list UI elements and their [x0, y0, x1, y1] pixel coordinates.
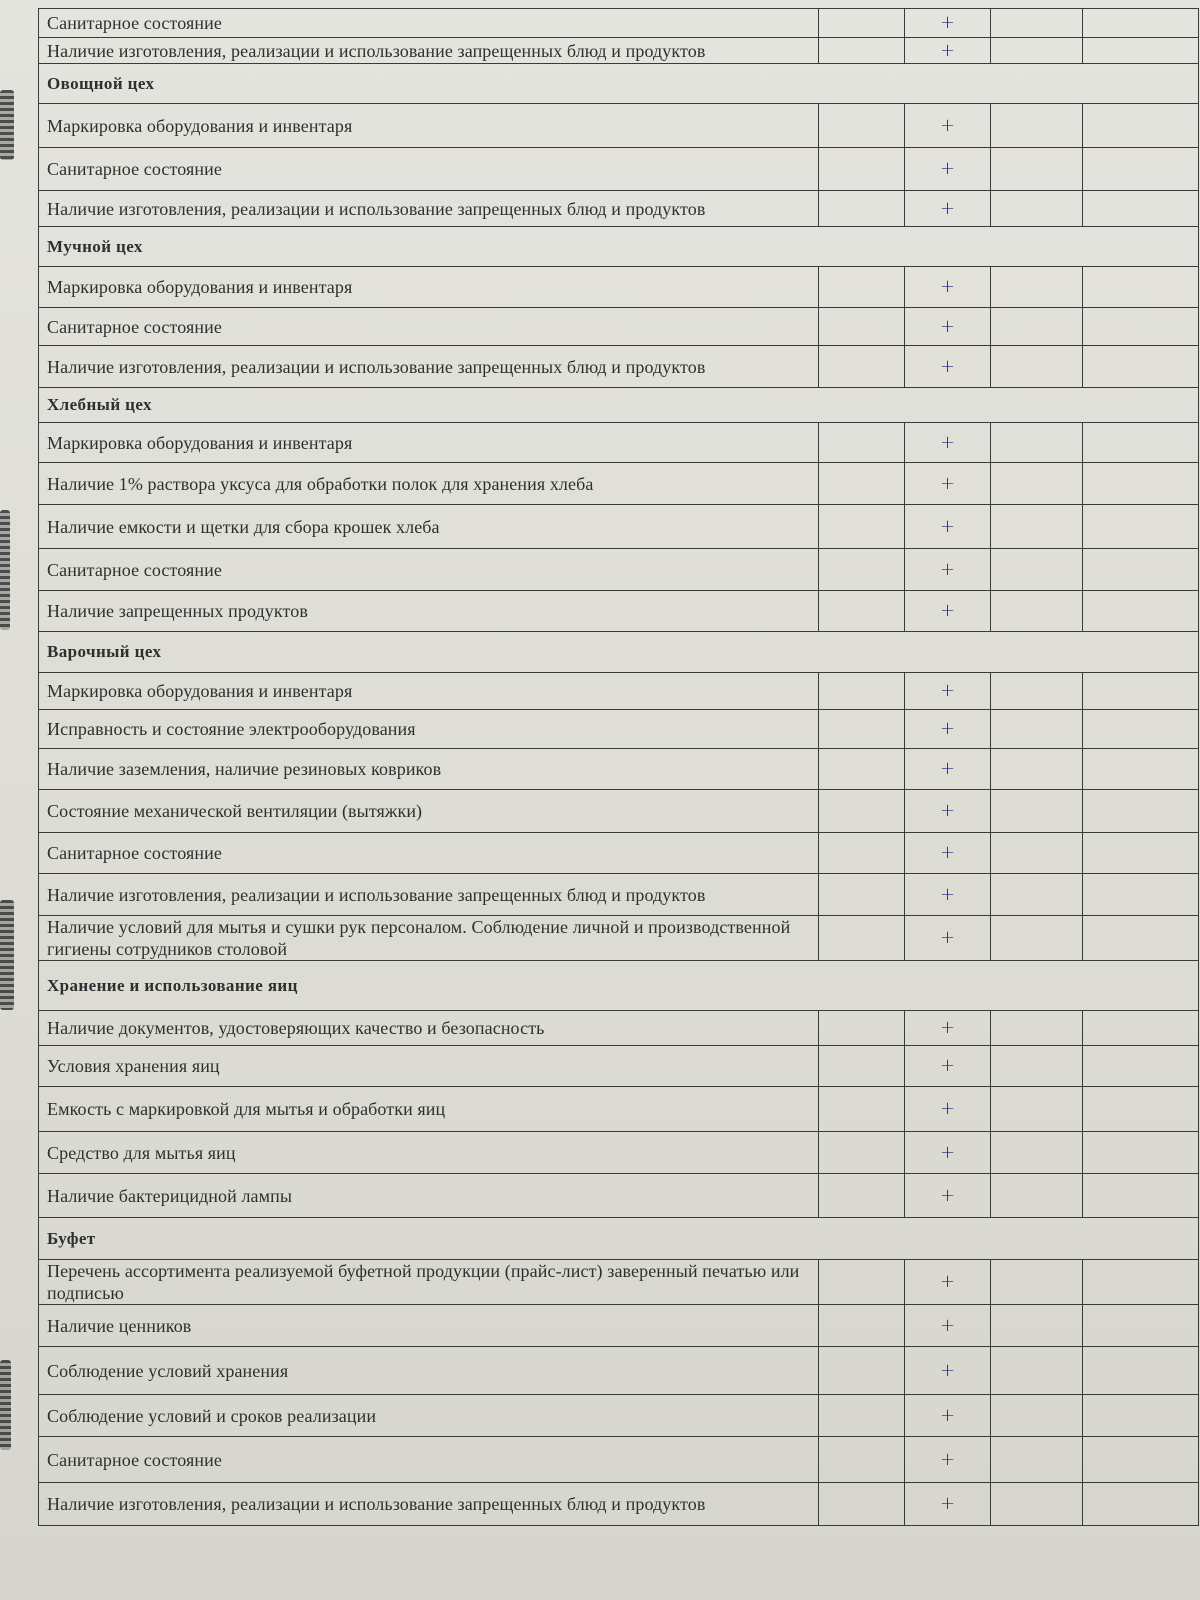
compliance-mark: +	[905, 790, 991, 833]
compliance-mark: +	[905, 749, 991, 790]
empty-cell	[1083, 1347, 1199, 1395]
empty-cell	[991, 38, 1083, 64]
checklist-row	[39, 423, 1199, 463]
empty-cell	[819, 1046, 905, 1087]
criterion-label: Маркировка оборудования и инвентаря	[39, 673, 819, 710]
checklist-row	[39, 1260, 1199, 1305]
empty-cell	[991, 1483, 1083, 1526]
empty-cell	[819, 267, 905, 308]
empty-cell	[991, 308, 1083, 346]
criterion-label: Наличие документов, удостоверяющих качество и безопасность	[39, 1011, 819, 1046]
compliance-mark: +	[905, 710, 991, 749]
criterion-label: Наличие ценников	[39, 1305, 819, 1347]
checklist-row	[39, 463, 1199, 505]
empty-cell	[819, 104, 905, 148]
empty-cell	[1083, 833, 1199, 874]
checklist-row	[39, 1132, 1199, 1174]
empty-cell	[1083, 148, 1199, 191]
empty-cell	[1083, 346, 1199, 388]
empty-cell	[1083, 1011, 1199, 1046]
empty-cell	[991, 549, 1083, 591]
checklist-row	[39, 104, 1199, 148]
criterion-label: Наличие бактерицидной лампы	[39, 1174, 819, 1218]
empty-cell	[1083, 549, 1199, 591]
criterion-label: Наличие условий для мытья и сушки рук персоналом. Соблюдение личной и производственной гигиены сотрудников столовой	[39, 916, 819, 961]
empty-cell	[819, 1305, 905, 1347]
empty-cell	[819, 1395, 905, 1437]
empty-cell	[1083, 267, 1199, 308]
checklist-row	[39, 308, 1199, 346]
checklist-row	[39, 9, 1199, 38]
compliance-mark: +	[905, 1011, 991, 1046]
empty-cell	[991, 1087, 1083, 1132]
empty-cell	[1083, 104, 1199, 148]
inspection-checklist-table	[38, 8, 1199, 1526]
empty-cell	[819, 463, 905, 505]
checklist-row	[39, 1305, 1199, 1347]
checklist-row	[39, 1087, 1199, 1132]
empty-cell	[991, 463, 1083, 505]
empty-cell	[819, 591, 905, 632]
empty-cell	[819, 423, 905, 463]
empty-cell	[991, 1046, 1083, 1087]
empty-cell	[1083, 1087, 1199, 1132]
section-header-row	[39, 388, 1199, 423]
empty-cell	[991, 790, 1083, 833]
criterion-label: Наличие изготовления, реализации и использование запрещенных блюд и продуктов	[39, 38, 819, 64]
checklist-row	[39, 1011, 1199, 1046]
empty-cell	[819, 148, 905, 191]
empty-cell	[819, 1174, 905, 1218]
empty-cell	[819, 1260, 905, 1305]
compliance-mark: +	[905, 1132, 991, 1174]
criterion-label: Наличие запрещенных продуктов	[39, 591, 819, 632]
criterion-label: Санитарное состояние	[39, 833, 819, 874]
empty-cell	[991, 1437, 1083, 1483]
compliance-mark: +	[905, 9, 991, 38]
compliance-mark: +	[905, 423, 991, 463]
empty-cell	[819, 1132, 905, 1174]
checklist-row	[39, 191, 1199, 227]
empty-cell	[991, 749, 1083, 790]
empty-cell	[819, 790, 905, 833]
checklist-row	[39, 1174, 1199, 1218]
compliance-mark: +	[905, 38, 991, 64]
compliance-mark: +	[905, 1260, 991, 1305]
checklist-row	[39, 710, 1199, 749]
empty-cell	[819, 1087, 905, 1132]
criterion-label: Маркировка оборудования и инвентаря	[39, 104, 819, 148]
compliance-mark: +	[905, 916, 991, 961]
empty-cell	[1083, 916, 1199, 961]
empty-cell	[991, 1174, 1083, 1218]
empty-cell	[1083, 1395, 1199, 1437]
compliance-mark: +	[905, 191, 991, 227]
compliance-mark: +	[905, 308, 991, 346]
empty-cell	[1083, 673, 1199, 710]
checklist-row	[39, 1395, 1199, 1437]
empty-cell	[819, 9, 905, 38]
section-title: Хлебный цех	[39, 388, 1199, 423]
section-title: Хранение и использование яиц	[39, 961, 1199, 1011]
empty-cell	[1083, 463, 1199, 505]
compliance-mark: +	[905, 1046, 991, 1087]
empty-cell	[1083, 710, 1199, 749]
criterion-label: Наличие заземления, наличие резиновых ковриков	[39, 749, 819, 790]
empty-cell	[991, 267, 1083, 308]
checklist-row	[39, 916, 1199, 961]
empty-cell	[991, 148, 1083, 191]
empty-cell	[1083, 1437, 1199, 1483]
criterion-label: Наличие изготовления, реализации и использование запрещенных блюд и продуктов	[39, 1483, 819, 1526]
compliance-mark: +	[905, 346, 991, 388]
empty-cell	[1083, 1305, 1199, 1347]
compliance-mark: +	[905, 549, 991, 591]
empty-cell	[819, 549, 905, 591]
compliance-mark: +	[905, 833, 991, 874]
checklist-row	[39, 148, 1199, 191]
criterion-label: Средство для мытья яиц	[39, 1132, 819, 1174]
empty-cell	[819, 874, 905, 916]
criterion-label: Исправность и состояние электрооборудования	[39, 710, 819, 749]
empty-cell	[1083, 874, 1199, 916]
empty-cell	[819, 749, 905, 790]
criterion-label: Санитарное состояние	[39, 1437, 819, 1483]
criterion-label: Санитарное состояние	[39, 148, 819, 191]
compliance-mark: +	[905, 463, 991, 505]
empty-cell	[991, 1347, 1083, 1395]
empty-cell	[1083, 1174, 1199, 1218]
criterion-label: Санитарное состояние	[39, 549, 819, 591]
binding-smudge	[0, 900, 14, 1010]
criterion-label: Условия хранения яиц	[39, 1046, 819, 1087]
compliance-mark: +	[905, 1395, 991, 1437]
empty-cell	[1083, 790, 1199, 833]
compliance-mark: +	[905, 148, 991, 191]
empty-cell	[991, 833, 1083, 874]
compliance-mark: +	[905, 1305, 991, 1347]
empty-cell	[819, 191, 905, 227]
checklist-row	[39, 874, 1199, 916]
section-header-row	[39, 227, 1199, 267]
empty-cell	[991, 1011, 1083, 1046]
empty-cell	[1083, 1483, 1199, 1526]
criterion-label: Наличие изготовления, реализации и использование запрещенных блюд и продуктов	[39, 191, 819, 227]
empty-cell	[819, 916, 905, 961]
checklist-row	[39, 790, 1199, 833]
empty-cell	[819, 833, 905, 874]
empty-cell	[819, 1483, 905, 1526]
checklist-row	[39, 749, 1199, 790]
checklist-row	[39, 673, 1199, 710]
empty-cell	[991, 874, 1083, 916]
compliance-mark: +	[905, 104, 991, 148]
empty-cell	[1083, 1260, 1199, 1305]
compliance-mark: +	[905, 1174, 991, 1218]
criterion-label: Наличие 1% раствора уксуса для обработки полок для хранения хлеба	[39, 463, 819, 505]
empty-cell	[819, 1347, 905, 1395]
compliance-mark: +	[905, 505, 991, 549]
criterion-label: Маркировка оборудования и инвентаря	[39, 267, 819, 308]
empty-cell	[1083, 505, 1199, 549]
checklist-row	[39, 346, 1199, 388]
criterion-label: Наличие емкости и щетки для сбора крошек хлеба	[39, 505, 819, 549]
checklist-row	[39, 1437, 1199, 1483]
empty-cell	[991, 346, 1083, 388]
empty-cell	[1083, 9, 1199, 38]
empty-cell	[819, 673, 905, 710]
section-header-row	[39, 961, 1199, 1011]
empty-cell	[991, 1395, 1083, 1437]
criterion-label: Состояние механической вентиляции (вытяжки)	[39, 790, 819, 833]
empty-cell	[991, 673, 1083, 710]
compliance-mark: +	[905, 267, 991, 308]
compliance-mark: +	[905, 1087, 991, 1132]
criterion-label: Наличие изготовления, реализации и использование запрещенных блюд и продуктов	[39, 346, 819, 388]
criterion-label: Перечень ассортимента реализуемой буфетной продукции (прайс-лист) заверенный печатью или подписью	[39, 1260, 819, 1305]
empty-cell	[991, 916, 1083, 961]
criterion-label: Соблюдение условий хранения	[39, 1347, 819, 1395]
empty-cell	[1083, 1132, 1199, 1174]
criterion-label: Емкость с маркировкой для мытья и обработки яиц	[39, 1087, 819, 1132]
empty-cell	[991, 591, 1083, 632]
empty-cell	[819, 308, 905, 346]
section-title: Овощной цех	[39, 64, 1199, 104]
empty-cell	[991, 1305, 1083, 1347]
section-title: Мучной цех	[39, 227, 1199, 267]
section-header-row	[39, 632, 1199, 673]
empty-cell	[1083, 308, 1199, 346]
binding-smudge	[0, 510, 10, 630]
criterion-label: Соблюдение условий и сроков реализации	[39, 1395, 819, 1437]
empty-cell	[1083, 191, 1199, 227]
empty-cell	[991, 505, 1083, 549]
empty-cell	[991, 710, 1083, 749]
checklist-row	[39, 267, 1199, 308]
empty-cell	[819, 1011, 905, 1046]
binding-smudge	[0, 1360, 11, 1450]
section-title: Буфет	[39, 1218, 1199, 1260]
empty-cell	[991, 423, 1083, 463]
empty-cell	[819, 1437, 905, 1483]
binding-smudge	[0, 90, 14, 160]
criterion-label: Маркировка оборудования и инвентаря	[39, 423, 819, 463]
empty-cell	[991, 191, 1083, 227]
criterion-label: Наличие изготовления, реализации и использование запрещенных блюд и продуктов	[39, 874, 819, 916]
checklist-row	[39, 591, 1199, 632]
empty-cell	[991, 1260, 1083, 1305]
empty-cell	[1083, 423, 1199, 463]
compliance-mark: +	[905, 1483, 991, 1526]
empty-cell	[991, 1132, 1083, 1174]
empty-cell	[1083, 591, 1199, 632]
section-header-row	[39, 1218, 1199, 1260]
checklist-row	[39, 1046, 1199, 1087]
compliance-mark: +	[905, 591, 991, 632]
checklist-row	[39, 505, 1199, 549]
compliance-mark: +	[905, 673, 991, 710]
checklist-row	[39, 38, 1199, 64]
checklist-row	[39, 549, 1199, 591]
empty-cell	[991, 9, 1083, 38]
empty-cell	[819, 505, 905, 549]
checklist-row	[39, 1347, 1199, 1395]
compliance-mark: +	[905, 1437, 991, 1483]
empty-cell	[1083, 749, 1199, 790]
empty-cell	[1083, 38, 1199, 64]
compliance-mark: +	[905, 1347, 991, 1395]
checklist-row	[39, 1483, 1199, 1526]
empty-cell	[819, 346, 905, 388]
checklist-row	[39, 833, 1199, 874]
criterion-label: Санитарное состояние	[39, 9, 819, 38]
empty-cell	[819, 710, 905, 749]
section-header-row	[39, 64, 1199, 104]
empty-cell	[1083, 1046, 1199, 1087]
empty-cell	[819, 38, 905, 64]
compliance-mark: +	[905, 874, 991, 916]
section-title: Варочный цех	[39, 632, 1199, 673]
criterion-label: Санитарное состояние	[39, 308, 819, 346]
empty-cell	[991, 104, 1083, 148]
